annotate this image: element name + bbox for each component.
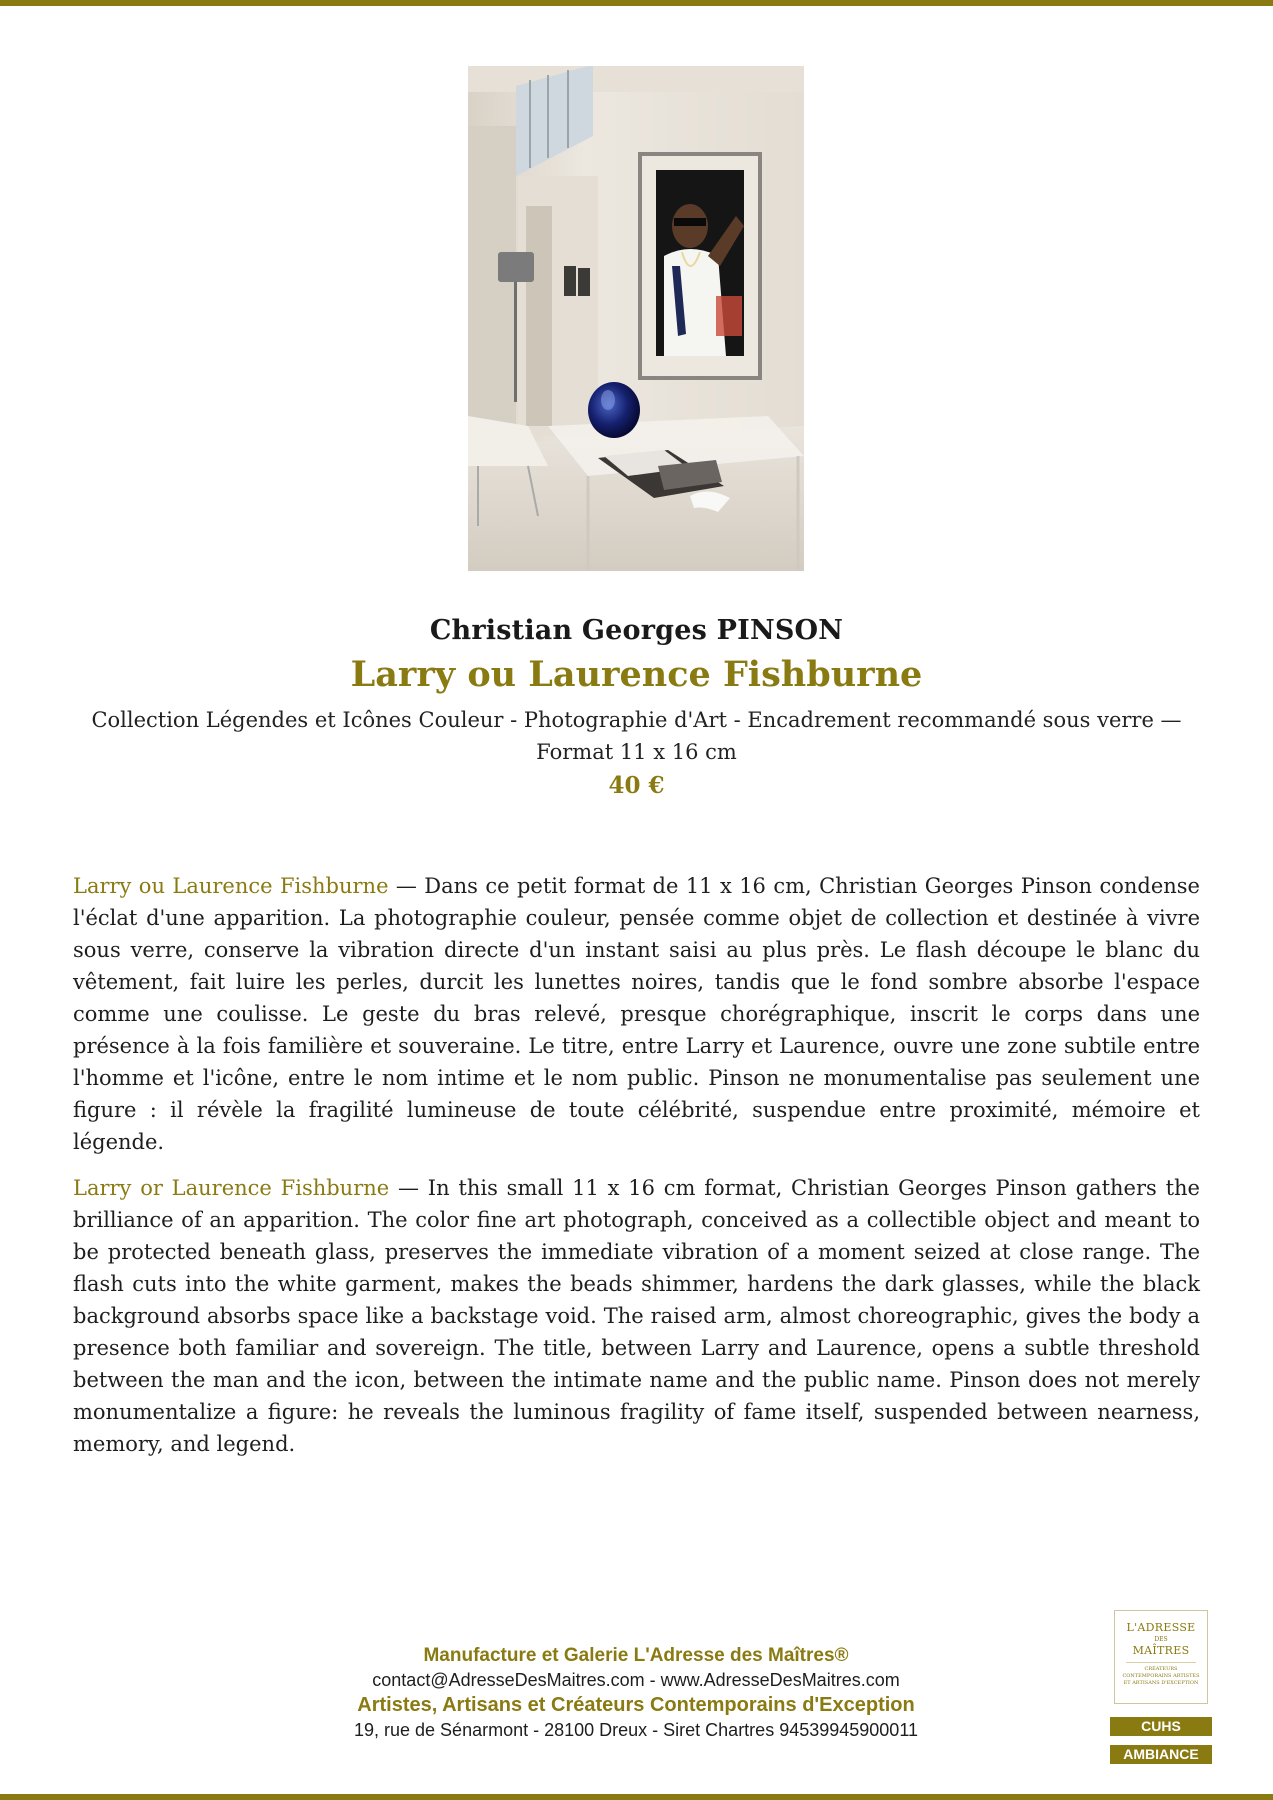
top-rule (0, 0, 1273, 6)
description (73, 870, 1200, 1474)
badge-cuhs: CUHS (1110, 1717, 1212, 1736)
artwork-price: 40 € (608, 772, 665, 799)
description-english-lead: Larry or Laurence Fishburne (73, 1176, 390, 1200)
footer (236, 1643, 1036, 1742)
footer-tagline: Artistes, Artisans et Créateurs Contemporains d'Exception (357, 1694, 915, 1716)
logo-line-2: DES (1154, 1636, 1168, 1643)
description-english (73, 1172, 1200, 1460)
description-french (73, 870, 1200, 1158)
gallery-logo (1114, 1610, 1208, 1704)
artwork-photo (468, 66, 804, 571)
description-english-text: — In this small 11 x 16 cm format, Christian Georges Pinson gathers the brilliance of an apparition. The color fine art photograph, conceived as a collectible object and meant to be protected beneath glass, preserves the immediate vibration of a moment seized at close range. The flash cuts into the white garment, makes the beads shimmer, hardens the dark glasses, while the black background absorbs space like a backstage void. The raised arm, almost choreographic, gives the body a presence both familiar and sovereign. The title, between Larry and Laurence, opens a subtle threshold between the man and the icon, between the intimate name and the public name. Pinson does not merely monumentalize a figure: he reveals the luminous fragility of fame itself, suspended between nearness, memory, and legend. (73, 1176, 1200, 1456)
bottom-rule (0, 1794, 1273, 1800)
description-french-lead: Larry ou Laurence Fishburne (73, 874, 389, 898)
badge-ambiance: AMBIANCE (1110, 1745, 1212, 1764)
footer-contact: contact@AdresseDesMaitres.com - www.AdresseDesMaitres.com (372, 1670, 900, 1690)
footer-gallery-name: Manufacture et Galerie L'Adresse des Maîtres® (423, 1645, 849, 1666)
gallery-interior-image (468, 66, 804, 571)
description-french-text: — Dans ce petit format de 11 x 16 cm, Christian Georges Pinson condense l'éclat d'une apparition. La photographie couleur, pensée comme objet de collection et destinée à vivre sous verre, conserve la vibration directe d'un instant saisi au plus près. Le flash découpe le blanc du vêtement, fait luire les perles, durcit les lunettes noires, tandis que le fond sombre absorbe l'espace comme une coulisse. Le geste du bras relevé, presque chorégraphique, inscrit le corps dans une présence à la fois familière et souveraine. Le titre, entre Larry et Laurence, ouvre une zone subtile entre l'homme et l'icône, entre le nom intime et le nom public. Pinson ne monumentalise pas seulement une figure : il révèle la fragilité lumineuse de toute célébrité, suspendue entre proximité, mémoire et légende. (73, 874, 1200, 1154)
artist-name: Christian Georges PINSON (429, 615, 844, 646)
artwork-subtitle: Collection Légendes et Icônes Couleur - Photographie d'Art - Encadrement recommandé sous verre — Format 11 x 16 cm (91, 708, 1182, 764)
footer-address: 19, rue de Sénarmont - 28100 Dreux - Siret Chartres 94539945900011 (353, 1720, 919, 1740)
logo-line-4: CRÉATEURS CONTEMPORAINS ARTISTES ET ARTISANS D'EXCEPTION (1122, 1666, 1200, 1686)
logo-line-3: MAÎTRES (1132, 1644, 1190, 1657)
logo-line-1: L'ADRESSE (1126, 1621, 1196, 1634)
title-block (72, 612, 1201, 804)
artwork-title: Larry ou Laurence Fishburne (350, 654, 923, 695)
logo-divider (1126, 1662, 1196, 1663)
